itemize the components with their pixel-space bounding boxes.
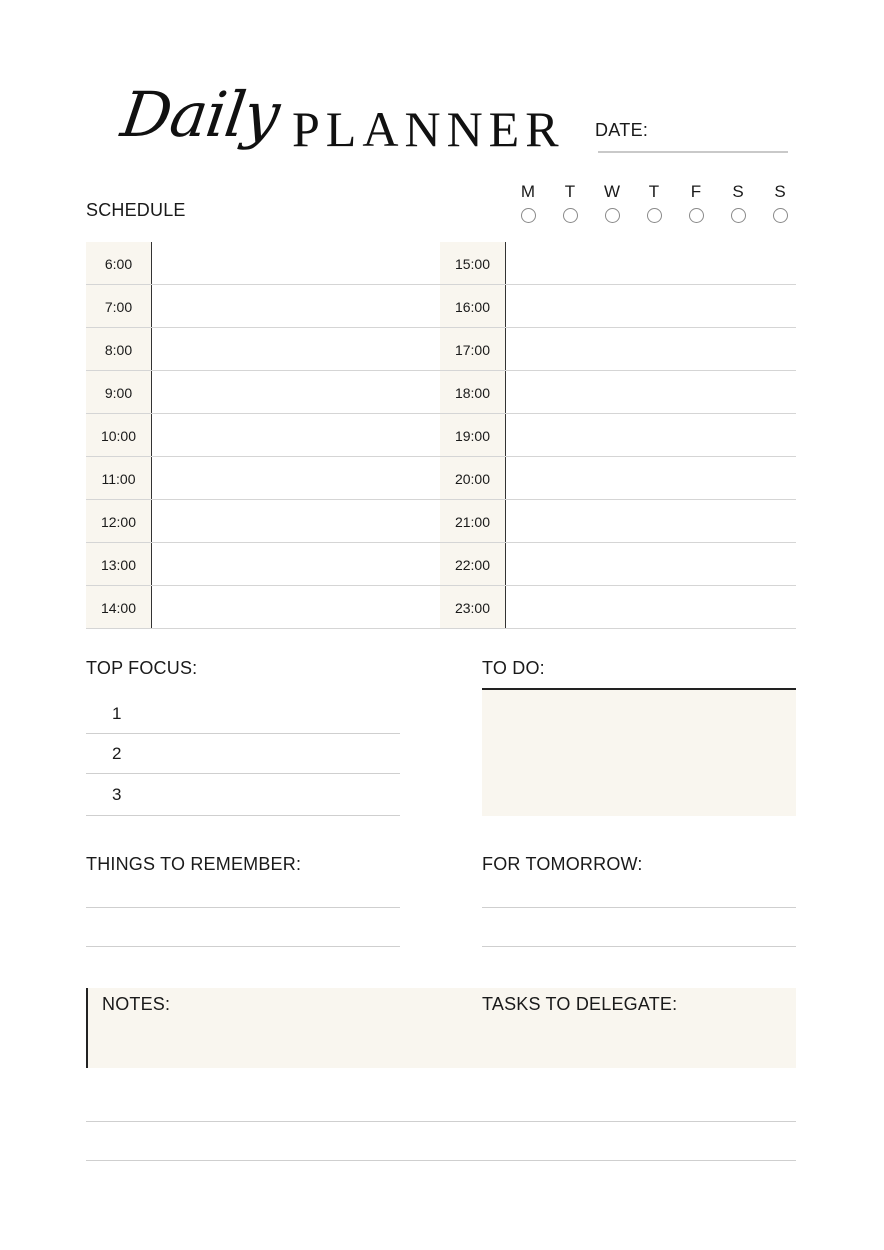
schedule-time: 8:00 (86, 328, 152, 370)
schedule-time: 23:00 (440, 586, 506, 628)
schedule-entry-field[interactable] (506, 328, 796, 370)
focus-item-number: 2 (112, 743, 122, 763)
weekday-checkbox[interactable] (773, 208, 788, 223)
weekday-letter: S (774, 182, 786, 201)
remember-line[interactable] (86, 946, 400, 947)
schedule-time: 18:00 (440, 371, 506, 413)
notes-line[interactable] (86, 1121, 796, 1122)
schedule-entry-field[interactable] (506, 500, 796, 542)
schedule-entry-field[interactable] (506, 371, 796, 413)
schedule-label: SCHEDULE (86, 200, 186, 220)
schedule-row[interactable] (440, 242, 796, 285)
weekday-sunday[interactable] (771, 182, 789, 223)
notes-line[interactable] (86, 1160, 796, 1161)
focus-item[interactable] (86, 774, 400, 816)
weekday-letter: F (690, 182, 702, 201)
schedule-entry-field[interactable] (506, 414, 796, 456)
schedule-row[interactable] (86, 457, 440, 500)
schedule-time: 14:00 (86, 586, 152, 628)
weekday-letter: W (603, 182, 621, 201)
todo-label: TO DO: (482, 658, 545, 678)
date-field[interactable] (598, 151, 788, 153)
focus-item[interactable] (86, 694, 400, 734)
weekday-checkbox[interactable] (647, 208, 662, 223)
schedule-time: 21:00 (440, 500, 506, 542)
schedule-entry-field[interactable] (152, 500, 440, 542)
schedule-row[interactable] (86, 242, 440, 285)
schedule-row[interactable] (440, 328, 796, 371)
schedule-row[interactable] (86, 543, 440, 586)
notes-label: NOTES: (102, 994, 171, 1014)
schedule-row[interactable] (86, 371, 440, 414)
schedule-time: 19:00 (440, 414, 506, 456)
notes-area[interactable] (86, 988, 796, 1068)
schedule-entry-field[interactable] (152, 543, 440, 585)
weekday-letter: T (648, 182, 660, 201)
focus-item[interactable] (86, 734, 400, 774)
date-label: DATE: (595, 120, 649, 140)
schedule-entry-field[interactable] (152, 457, 440, 499)
schedule-row[interactable] (86, 285, 440, 328)
schedule-time: 22:00 (440, 543, 506, 585)
schedule-entry-field[interactable] (152, 285, 440, 327)
for-tomorrow-label: FOR TOMORROW: (482, 854, 643, 874)
tomorrow-line[interactable] (482, 946, 796, 947)
schedule-time: 12:00 (86, 500, 152, 542)
schedule-column-morning (86, 242, 440, 629)
weekday-checkbox[interactable] (521, 208, 536, 223)
schedule-entry-field[interactable] (506, 586, 796, 628)
weekday-tuesday[interactable] (561, 182, 579, 223)
schedule-row[interactable] (86, 500, 440, 543)
weekday-wednesday[interactable] (603, 182, 621, 223)
top-focus-list (86, 694, 400, 816)
focus-item-number: 1 (112, 703, 122, 723)
schedule-time: 15:00 (440, 242, 506, 284)
schedule-row[interactable] (86, 414, 440, 457)
focus-item-number: 3 (112, 784, 122, 804)
schedule-time: 13:00 (86, 543, 152, 585)
schedule-entry-field[interactable] (506, 285, 796, 327)
weekday-letter: T (564, 182, 576, 201)
weekday-checkbox[interactable] (563, 208, 578, 223)
schedule-time: 10:00 (86, 414, 152, 456)
weekday-friday[interactable] (687, 182, 705, 223)
schedule-entry-field[interactable] (152, 414, 440, 456)
schedule-entry-field[interactable] (506, 543, 796, 585)
schedule-row[interactable] (440, 586, 796, 629)
schedule-row[interactable] (440, 500, 796, 543)
schedule-entry-field[interactable] (506, 457, 796, 499)
schedule-entry-field[interactable] (152, 586, 440, 628)
schedule-time: 6:00 (86, 242, 152, 284)
schedule-entry-field[interactable] (152, 242, 440, 284)
schedule-row[interactable] (440, 414, 796, 457)
tomorrow-line[interactable] (482, 907, 796, 908)
remember-line[interactable] (86, 907, 400, 908)
schedule-row[interactable] (86, 328, 440, 371)
weekday-thursday[interactable] (645, 182, 663, 223)
weekday-letter: S (732, 182, 744, 201)
schedule-time: 9:00 (86, 371, 152, 413)
schedule-entry-field[interactable] (152, 371, 440, 413)
weekday-checkbox[interactable] (605, 208, 620, 223)
title-script: Daily (116, 78, 284, 151)
schedule-row[interactable] (440, 371, 796, 414)
weekday-checkbox[interactable] (689, 208, 704, 223)
schedule-time: 11:00 (86, 457, 152, 499)
todo-area[interactable] (482, 690, 796, 816)
top-focus-label: TOP FOCUS: (86, 658, 198, 678)
weekday-checkbox[interactable] (731, 208, 746, 223)
schedule-row[interactable] (440, 285, 796, 328)
schedule-time: 16:00 (440, 285, 506, 327)
weekday-saturday[interactable] (729, 182, 747, 223)
title-planner: PLANNER (292, 101, 565, 157)
schedule-row[interactable] (86, 586, 440, 629)
schedule-entry-field[interactable] (152, 328, 440, 370)
tasks-to-delegate-label: TASKS TO DELEGATE: (482, 994, 678, 1014)
schedule-row[interactable] (440, 543, 796, 586)
things-to-remember-label: THINGS TO REMEMBER: (86, 854, 302, 874)
schedule-time: 20:00 (440, 457, 506, 499)
schedule-time: 7:00 (86, 285, 152, 327)
schedule-entry-field[interactable] (506, 242, 796, 284)
weekday-monday[interactable] (519, 182, 537, 223)
schedule-time: 17:00 (440, 328, 506, 370)
schedule-row[interactable] (440, 457, 796, 500)
weekday-letter: M (520, 182, 536, 201)
schedule-column-evening (440, 242, 796, 629)
